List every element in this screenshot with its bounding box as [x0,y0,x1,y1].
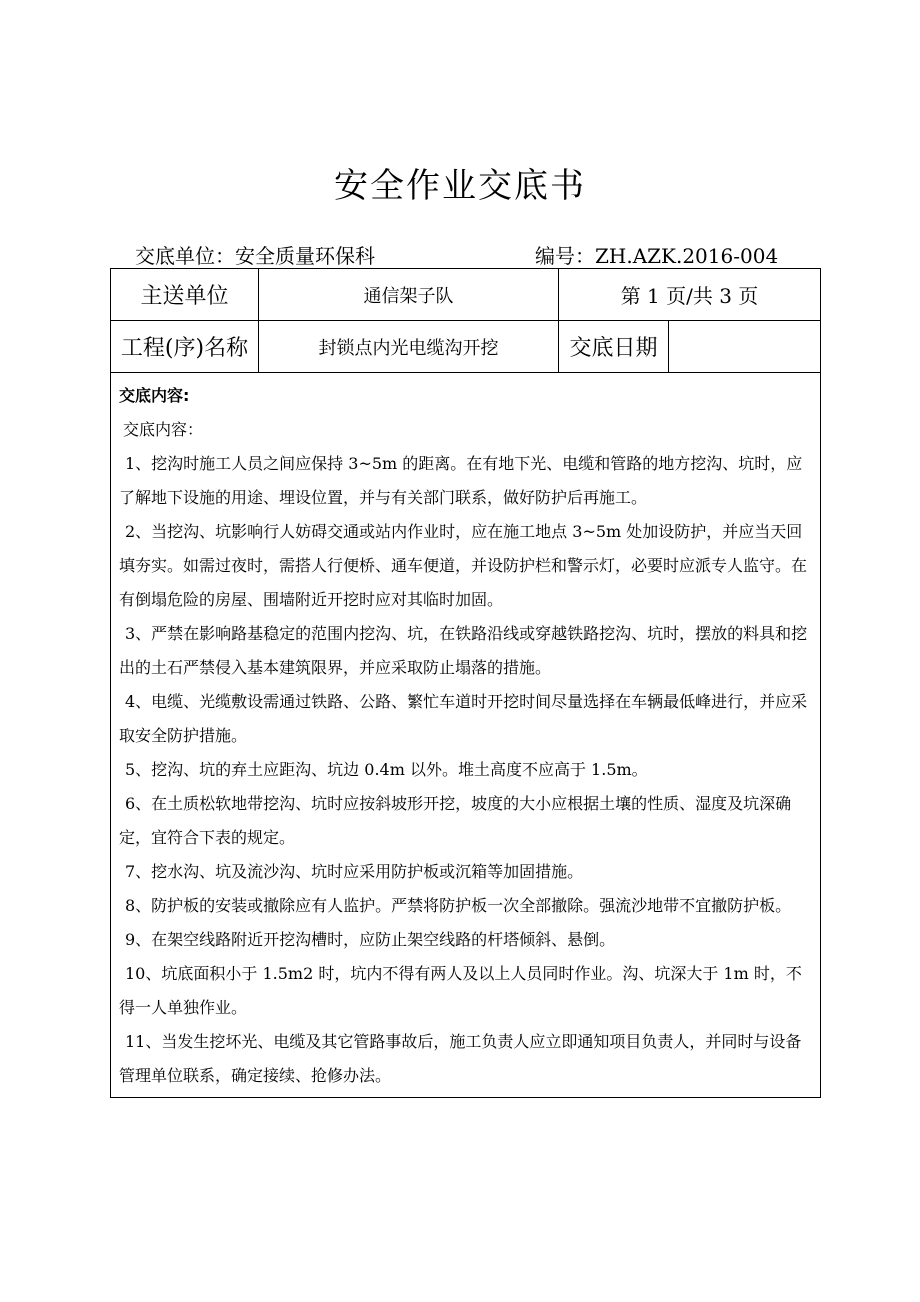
content-paragraph: 9、在架空线路附近开挖沟槽时，应防止架空线路的杆塔倾斜、悬倒。 [125,930,616,949]
content-paragraph: 11、当发生挖坏光、电缆及其它管路事故后，施工负责人应立即通知项目负责人，并同时与设备管理单位联系，确定接续、抢修办法。 [119,1032,802,1085]
table-row [111,321,821,373]
briefing-date-label: 交底日期 [559,321,669,373]
content-heading: 交底内容: [119,386,190,405]
content-paragraph: 8、防护板的安装或撤除应有人监护。严禁将防护板一次全部撤除。强流沙地带不宜撤防护板。 [125,896,792,915]
content-paragraph: 4、电缆、光缆敷设需通过铁路、公路、繁忙车道时开挖时间尽量选择在车辆最低峰进行，并应采取安全防护措施。 [119,692,808,745]
main-unit-value: 通信架子队 [259,269,559,321]
briefing-date-value [669,321,821,373]
content-paragraph: 1、挖沟时施工人员之间应保持 3~5m 的距离。在有地下光、电缆和管路的地方挖沟、坑时，应了解地下设施的用途、埋设位置，并与有关部门联系，做好防护后再施工。 [119,454,803,507]
project-name-label: 工程(序)名称 [111,321,259,373]
project-name-value: 封锁点内光电缆沟开挖 [259,321,559,373]
document-number: 编号：ZH.AZK.2016-004 [535,244,779,268]
content-paragraph: 3、严禁在影响路基稳定的范围内挖沟、坑，在铁路沿线或穿越铁路挖沟、坑时，摆放的料具和挖出的土石严禁侵入基本建筑限界，并应采取防止塌落的措施。 [119,624,808,677]
content-paragraph: 5、挖沟、坑的弃土应距沟、坑边 0.4m 以外。堆土高度不应高于 1.5m。 [125,760,648,779]
content-paragraph: 6、在土质松软地带挖沟、坑时应按斜坡形开挖，坡度的大小应根据土壤的性质、湿度及坑深确定，宜符合下表的规定。 [119,794,792,847]
page-info: 第 1 页/共 3 页 [559,269,821,321]
content-paragraph: 2、当挖沟、坑影响行人妨碍交通或站内作业时，应在施工地点 3~5m 处加设防护，并应当天回填夯实。如需过夜时，需搭人行便桥、通车便道，并设防护栏和警示灯，必要时应派专人监守。在有倒塌危险的房屋、围墙附近开挖时应对其临时加固。 [119,522,808,609]
document-title: 安全作业交底书 [334,166,586,206]
content-paragraph: 7、挖水沟、坑及流沙沟、坑时应采用防护板或沉箱等加固措施。 [125,862,584,881]
main-unit-label: 主送单位 [111,269,259,321]
briefing-content [111,373,821,1098]
briefing-table [110,268,821,1098]
issuer-label: 交底单位：安全质量环保科 [135,244,375,268]
content-subheading: 交底内容： [123,420,204,439]
content-paragraph: 10、坑底面积小于 1.5m2 时，坑内不得有两人及以上人员同时作业。沟、坑深大于 1m 时，不得一人单独作业。 [119,964,802,1017]
table-row [111,373,821,1098]
table-row [111,269,821,321]
